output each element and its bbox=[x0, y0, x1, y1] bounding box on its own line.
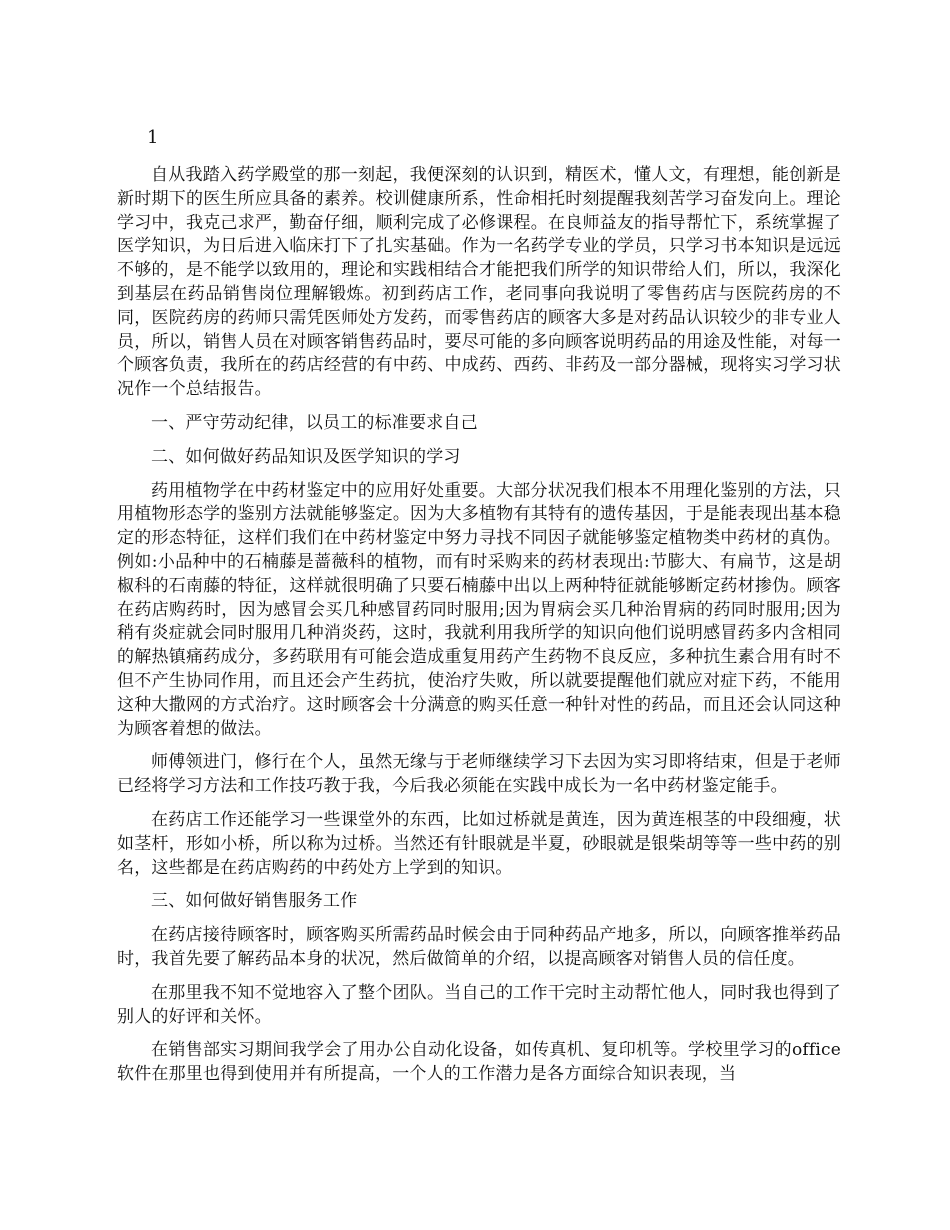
section-heading-3: 三、如何做好销售服务工作 bbox=[151, 891, 358, 912]
section-heading-1: 一、严守劳动纪律，以员工的标准要求自己 bbox=[151, 412, 478, 433]
document-page bbox=[117, 126, 841, 1097]
paragraph-customer-service: 在药店接待顾客时，顾客购买所需药品时候会由于同种药品产地多，所以，向顾客推举药品时，我首先要了解药品本身的状况，然后做简单的介绍，以提高顾客对销售人员的信任度。 bbox=[117, 925, 841, 969]
page-number: 1 bbox=[147, 127, 159, 148]
paragraph-herb-names: 在药店工作还能学习一些课堂外的东西，比如过桥就是黄连，因为黄连根茎的中段细瘦，状如茎杆，形如小桥，所以称为过桥。当然还有针眼就是半夏，砂眼就是银柴胡等等一些中药的别名，这些都是在药店购药的中药处方上学到的知识。 bbox=[117, 809, 841, 878]
paragraph-team: 在那里我不知不觉地容入了整个团队。当自己的工作干完时主动帮忙他人，同时我也得到了别人的好评和关怀。 bbox=[117, 982, 841, 1027]
section-heading-2: 二、如何做好药品知识及医学知识的学习 bbox=[151, 446, 461, 467]
paragraph-office: 在销售部实习期间我学会了用办公自动化设备，如传真机、复印机等。学校里学习的office 软件在那里也得到使用并有所提高，一个人的工作潜力是各方面综合知识表现，当 bbox=[117, 1040, 841, 1085]
paragraph-intro: 自从我踏入药学殿堂的那一刻起，我便深刻的认识到，精医术，懂人文，有理想，能创新是新时期下的医生所应具备的素养。校训健康所系，性命相托时刻提醒我刻苦学习奋发向上。理论学习中，我克己求严，勤奋仔细，顺利完成了必修课程。在良师益友的指导帮忙下，系统掌握了医学知识，为日后进入临床打下了扎实基础。作为一名药学专业的学员，只学习书本知识是远远不够的，是不能学以致用的，理论和实践相结合才能把我们所学的知识带给人们，所以，我深化到基层在药品销售岗位理解锻炼。初到药店工作，老同事向我说明了零售药店与医院药房的不同，医院药房的药师只需凭医师处方发药，而零售药店的顾客大多是对药品认识较少的非专业人员，所以，销售人员在对顾客销售药品时，要尽可能的多向顾客说明药品的用途及性能，对每一个顾客负责，我所在的药店经营的有中药、中成药、西药、非药及一部分器械，现将实习学习状况作一个总结报告。 bbox=[117, 165, 841, 400]
paragraph-mentor: 师傅领进门，修行在个人，虽然无缘与于老师继续学习下去因为实习即将结束，但是于老师已经将学习方法和工作技巧教于我，今后我必须能在实践中成长为一名中药材鉴定能手。 bbox=[117, 752, 841, 797]
paragraph-botany: 药用植物学在中药材鉴定中的应用好处重要。大部分状况我们根本不用理化鉴别的方法，只用植物形态学的鉴别方法就能够鉴定。因为大多植物有其特有的遗传基因，于是能表现出基本稳定的形态特征，这样们我们在中药材鉴定中努力寻找不同因子就能够鉴定植物类中药材的真伪。例如:小品种中的石楠藤是蔷薇科的植物，而有时采购来的药材表现出:节膨大、有扁节，这是胡椒科的石南藤的特征，这样就很明确了只要石楠藤中出以上两种特征就能够断定药材掺伪。顾客在药店购药时，因为感冒会买几种感冒药同时服用;因为胃病会买几种治胃病的药同时服用;因为稍有炎症就会同时服用几种消炎药，这时，我就利用我所学的知识向他们说明感冒药多内含相同的解热镇痛药成分，多药联用有可能会造成重复用药产生药物不良反应，多种抗生素合用有时不但不产生协同作用，而且还会产生药抗，使治疗失败，所以就要提醒他们就应对症下药，不能用这种大撒网的方式治疗。这时顾客会十分满意的购买任意一种针对性的药品，而且还会认同这种为顾客着想的做法。 bbox=[117, 480, 841, 739]
